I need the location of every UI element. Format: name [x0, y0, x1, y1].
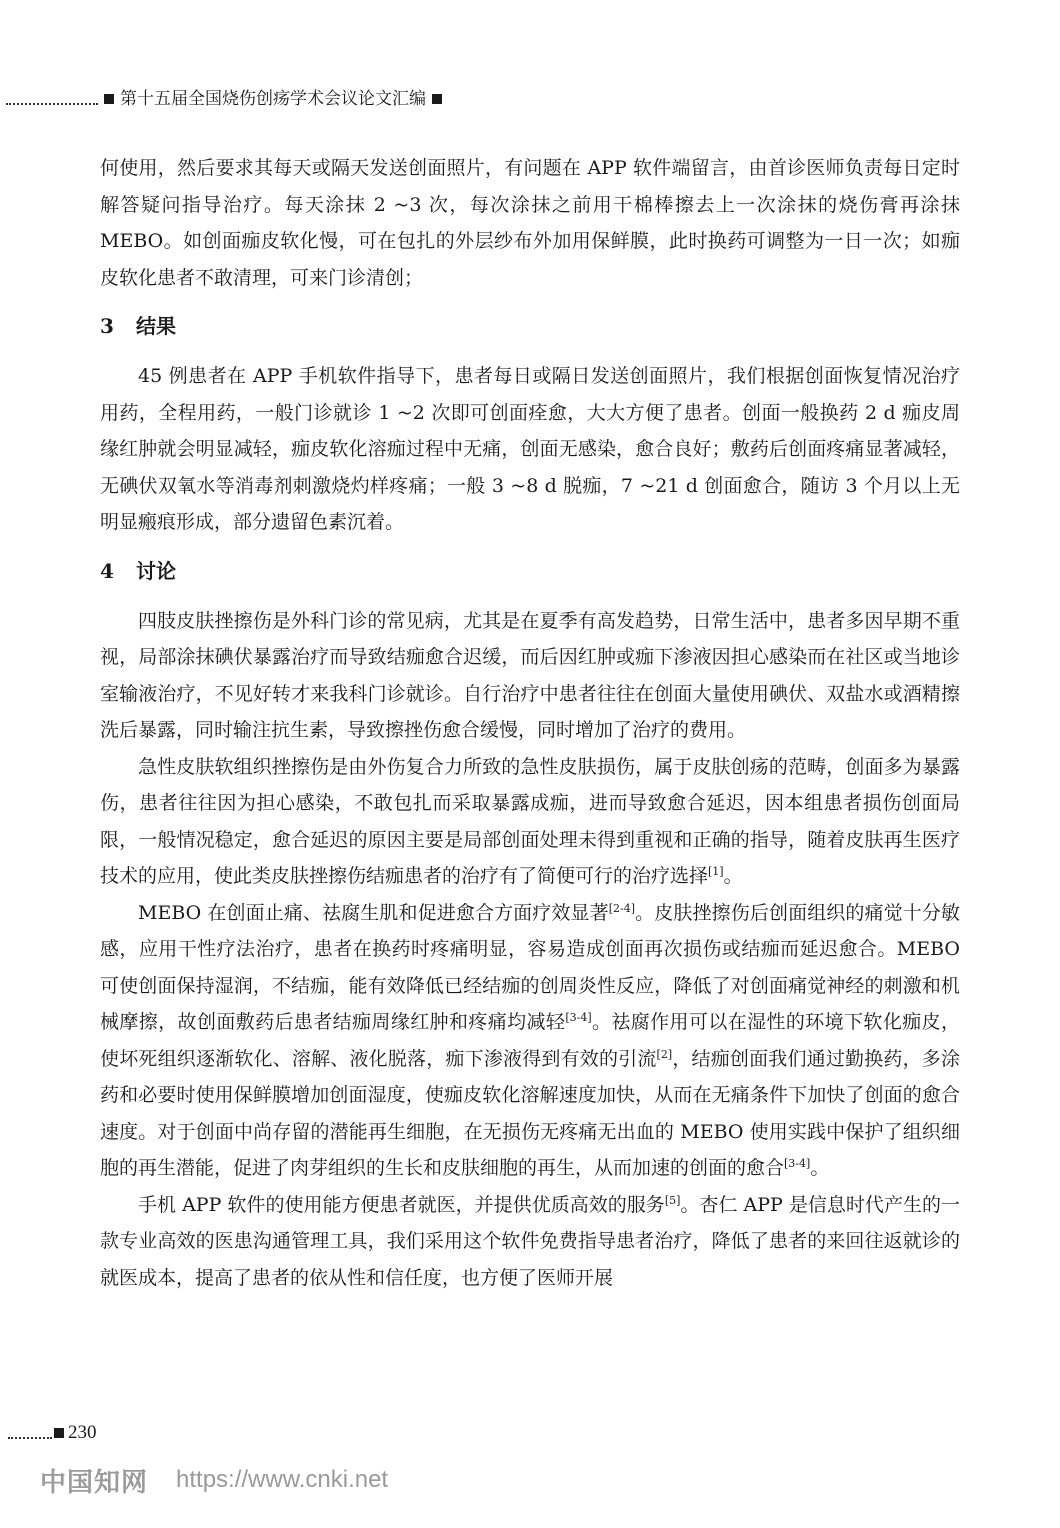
paragraph-continued: 何使用，然后要求其每天或隔天发送创面照片，有问题在 APP 软件端留言，由首诊医师负责每日定时解答疑问指导治疗。每天涂抹 2 ~3 次，每次涂抹之前用干棉棒擦去上一次涂抹的烧伤膏再涂抹 MEBO。如创面痂皮软化慢，可在包扎的外层纱布外加用保鲜膜，此时换药可调整为一日一次；如痂皮软化患者不敢清理，可来门诊清创； — [100, 157, 960, 289]
section-heading-discussion — [100, 553, 960, 589]
paragraph-discussion-3 — [100, 895, 960, 1187]
citation-ref: [3-4] — [784, 1157, 811, 1170]
citation-ref: [5] — [664, 1193, 681, 1207]
section-number: 3 — [100, 314, 114, 338]
header-title: 第十五届全国烧伤创疡学术会议论文汇编 — [120, 89, 426, 109]
paragraph-text: MEBO 在创面止痛、祛腐生肌和促进愈合方面疗效显著 — [138, 901, 609, 924]
paragraph-text: 。皮肤挫擦伤后创面组织的痛觉十分敏感，应用干性疗法治疗，患者在换药时疼痛明显，容易造成创面再次损伤或结痂而延迟愈合。MEBO 可使创面保持湿润，不结痂，能有效降低已经结痂的创周炎性反应，降低了对创面痛觉神经的刺激和机械摩擦，故创面敷药后患者结痂周缘红肿和疼痛均减轻 — [100, 901, 960, 1033]
section-number: 4 — [100, 558, 114, 583]
page-footer — [0, 1418, 97, 1448]
paragraph-discussion-1: 四肢皮肤挫擦伤是外科门诊的常见病，尤其是在夏季有高发趋势，日常生活中，患者多因早期不重视，局部涂抹碘伏暴露治疗而导致结痂愈合迟缓，而后因红肿或痂下渗液因担心感染而在社区或当地诊室输液治疗，不见好转才来我科门诊就诊。自行治疗中患者往往在创面大量使用碘伏、双盐水或酒精擦洗后暴露，同时输注抗生素，导致擦挫伤愈合缓慢，同时增加了治疗的费用。 — [100, 609, 960, 741]
citation-ref: [2] — [656, 1047, 673, 1061]
watermark-brand: 中国知网 — [40, 1466, 149, 1497]
paragraph-discussion-4 — [100, 1187, 960, 1297]
paragraph-discussion-2 — [100, 749, 960, 895]
header-square-marker-right — [432, 94, 442, 104]
paragraph-results: 45 例患者在 APP 手机软件指导下，患者每日或隔日发送创面照片，我们根据创面恢复情况治疗用药，全程用药，一般门诊就诊 1 ~2 次即可创面痊愈，大大方便了患者。创面一般换药 2 d 痂皮周缘红肿就会明显减轻，痂皮软化溶痂过程中无痛，创面无感染，愈合良好；敷药后创面疼痛显著减轻，无碘伏双氧水等消毒剂刺激烧灼样疼痛；一般 3 ~8 d 脱痂，7 ~21 d 创面愈合，随访 3 个月以上无明显瘢痕形成，部分遗留色素沉着。 — [100, 365, 960, 533]
paragraph-text: 。杏仁 APP 是信息时代产生的一款专业高效的医患沟通管理工具，我们采用这个软件免费指导患者治疗，降低了患者的来回往返就诊的就医成本，提高了患者的依从性和信任度，也方便了医师开展 — [100, 1193, 961, 1289]
section-title: 结果 — [136, 314, 176, 338]
page-body — [100, 150, 960, 1296]
citation-ref: [3-4] — [565, 1011, 592, 1024]
citation-ref: [2-4] — [608, 901, 636, 915]
section-heading-results — [100, 308, 960, 344]
header-square-marker-left — [104, 94, 114, 104]
paragraph-text: 手机 APP 软件的使用能方便患者就医，并提供优质高效的服务 — [138, 1193, 665, 1216]
paragraph-text: ，结痂创面我们通过勤换药，多涂药和必要时使用保鲜膜增加创面湿度，使痂皮软化溶解速度加快，从而在无痛条件下加快了创面的愈合速度。对于创面中尚存留的潜能再生细胞，在无损伤无疼痛无出血的 MEBO 使用实践中保护了组织细胞的再生潜能，促进了肉芽组织的生长和皮肤细胞的再生，从而加速的创面的愈合 — [100, 1047, 960, 1179]
watermark-url: https://www.cnki.net — [176, 1466, 389, 1493]
cnki-watermark — [40, 1460, 388, 1500]
page-number: 230 — [68, 1422, 97, 1443]
paragraph-text: 急性皮肤软组织挫擦伤是由外伤复合力所致的急性皮肤损伤，属于皮肤创疡的范畴，创面多为暴露伤，患者往往因为担心感染，不敢包扎而采取暴露成痂，进而导致愈合延迟，因本组患者损伤创面局限，一般情况稳定，愈合延迟的原因主要是局部创面处理未得到重视和正确的指导，随着皮肤再生医疗技术的应用，使此类皮肤挫擦伤结痂患者的治疗有了简便可行的治疗选择 — [100, 755, 960, 887]
paragraph-text: 。 — [723, 865, 743, 887]
paragraph-text: 。 — [810, 1157, 830, 1179]
header-leader-dots — [6, 101, 98, 105]
paragraph-text: 。祛腐作用可以在湿性的环境下软化痂皮，使坏死组织逐渐软化、溶解、液化脱落，痂下渗液得到有效的引流 — [100, 1011, 960, 1070]
footer-leader-dots — [8, 1435, 52, 1439]
section-title: 讨论 — [136, 558, 176, 583]
citation-ref: [1] — [708, 865, 724, 878]
footer-square-marker — [54, 1428, 64, 1438]
running-header — [0, 84, 1060, 114]
